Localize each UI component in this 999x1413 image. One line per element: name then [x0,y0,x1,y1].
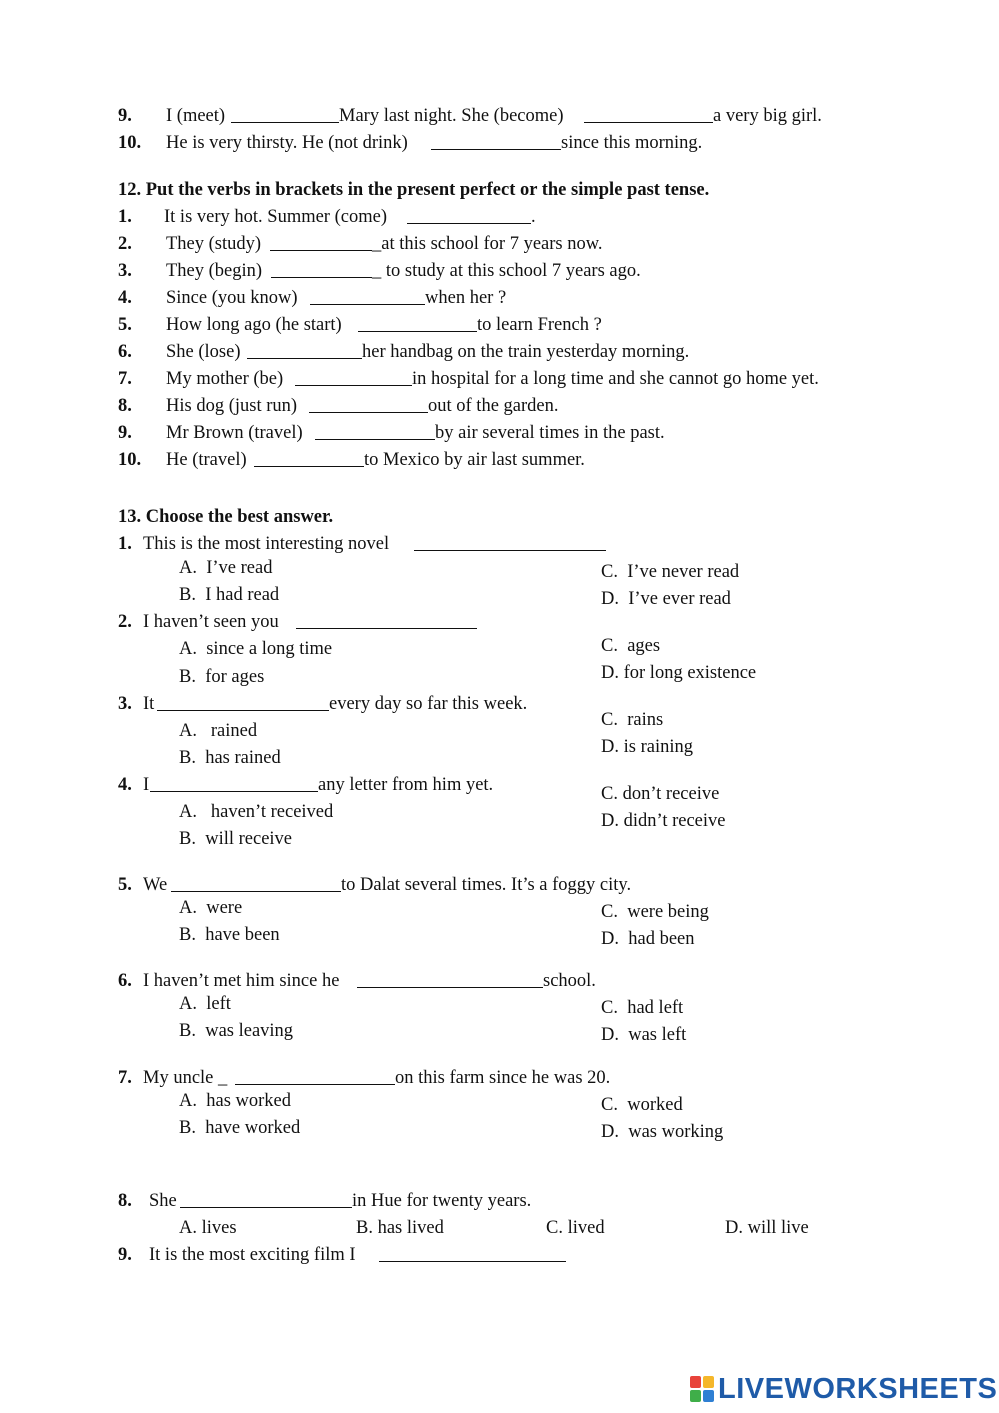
option-a[interactable]: A. has worked [179,1091,292,1111]
sentence-text: _ to study at this school 7 years ago. [372,261,641,281]
sentence-text: Since (you know) [166,288,298,308]
answer-blank[interactable] [295,368,412,386]
question-text: any letter from him yet. [318,775,494,795]
option-b[interactable]: B. will receive [179,829,293,849]
option-c[interactable]: C. rains [601,710,664,730]
option-a[interactable]: A. were [179,898,243,918]
liveworksheets-logo-icon [690,1376,714,1402]
item-number: 6. [118,971,132,991]
question-text: My uncle _ [143,1068,228,1088]
option-c[interactable]: C. lived [546,1218,605,1238]
sentence-text: They (study) [166,234,262,254]
option-a[interactable]: A. haven’t received [179,802,334,822]
item-number: 9. [118,106,132,126]
sentence-text: I (meet) [166,106,226,126]
answer-blank[interactable] [407,206,531,224]
option-d[interactable]: D. was left [601,1025,687,1045]
item-number: 6. [118,342,132,362]
option-d[interactable]: D. for long existence [601,663,757,683]
answer-blank[interactable] [231,105,339,123]
question-text: She [149,1191,177,1211]
sentence-text: How long ago (he start) [166,315,342,335]
item-number: 5. [118,315,132,335]
answer-blank[interactable] [584,105,713,123]
option-c[interactable]: C. had left [601,998,684,1018]
sentence-text: . [531,207,536,227]
option-d[interactable]: D. I’ve ever read [601,589,731,609]
answer-blank[interactable] [309,395,428,413]
option-c[interactable]: C. don’t receive [601,784,720,804]
question-text: I haven’t met him since he [143,971,340,991]
option-b[interactable]: B. was leaving [179,1021,294,1041]
question-text: to Dalat several times. It’s a foggy city. [341,875,632,895]
option-d[interactable]: D. will live [725,1218,809,1238]
option-a[interactable]: A. I’ve read [179,558,273,578]
sentence-text: His dog (just run) [166,396,298,416]
sentence-text: since this morning. [561,133,703,153]
option-d[interactable]: D. didn’t receive [601,811,726,831]
question-text: I [143,775,150,795]
answer-blank[interactable] [315,422,435,440]
answer-blank[interactable] [271,260,372,278]
option-d[interactable]: D. was working [601,1122,724,1142]
item-number: 5. [118,875,132,895]
sentence-text: by air several times in the past. [435,423,665,443]
sentence-text: He is very thirsty. He (not drink) [166,133,408,153]
option-c[interactable]: C. ages [601,636,661,656]
question-text: in Hue for twenty years. [352,1191,532,1211]
sentence-text: when her ? [425,288,507,308]
liveworksheets-logo[interactable] [690,1372,997,1406]
answer-blank[interactable] [357,970,543,988]
item-number: 7. [118,1068,132,1088]
item-number: 10. [118,133,142,153]
option-c[interactable]: C. I’ve never read [601,562,740,582]
option-b[interactable]: B. for ages [179,667,265,687]
option-a[interactable]: A. left [179,994,231,1014]
answer-blank[interactable] [431,132,561,150]
question-text: every day so far this week. [329,694,528,714]
item-number: 2. [118,234,132,254]
item-number: 8. [118,396,132,416]
option-a[interactable]: A. lives [179,1218,237,1238]
question-text: It [143,694,155,714]
sentence-text: out of the garden. [428,396,559,416]
option-c[interactable]: C. were being [601,902,709,922]
option-d[interactable]: D. is raining [601,737,693,757]
option-a[interactable]: A. since a long time [179,639,333,659]
answer-blank[interactable] [150,774,318,792]
sentence-text: It is very hot. Summer (come) [164,207,387,227]
sentence-text: a very big girl. [713,106,822,126]
answer-blank[interactable] [157,693,329,711]
sentence-text: Mr Brown (travel) [166,423,303,443]
item-number: 4. [118,775,132,795]
answer-blank[interactable] [310,287,425,305]
sentence-text: _at this school for 7 years now. [372,234,603,254]
logo-text: LIVEWORKSHEETS [718,1373,998,1405]
item-number: 7. [118,369,132,389]
sentence-text: They (begin) [166,261,263,281]
item-number: 9. [118,423,132,443]
item-number: 1. [118,534,132,554]
question-text: It is the most exciting film I [149,1245,356,1265]
answer-blank[interactable] [235,1067,395,1085]
item-number: 10. [118,450,142,470]
sentence-text: He (travel) [166,450,247,470]
answer-blank[interactable] [379,1244,566,1262]
item-number: 9. [118,1245,132,1265]
question-text: school. [543,971,596,991]
item-number: 1. [118,207,132,227]
answer-blank[interactable] [414,533,606,551]
item-number: 2. [118,612,132,632]
option-b[interactable]: B. has lived [356,1218,444,1238]
question-text: I haven’t seen you [143,612,279,632]
option-c[interactable]: C. worked [601,1095,683,1115]
option-d[interactable]: D. had been [601,929,695,949]
answer-blank[interactable] [247,341,362,359]
sentence-text: to Mexico by air last summer. [364,450,585,470]
item-number: 4. [118,288,132,308]
sentence-text: to learn French ? [477,315,602,335]
question-text: on this farm since he was 20. [395,1068,611,1088]
item-number: 3. [118,261,132,281]
answer-blank[interactable] [296,611,477,629]
sentence-text: She (lose) [166,342,241,362]
question-text: We [143,875,168,895]
item-number: 3. [118,694,132,714]
section-12-title: 12. Put the verbs in brackets in the present perfect or the simple past tense. [118,180,710,200]
sentence-text: in hospital for a long time and she cannot go home yet. [412,369,819,389]
sentence-text: her handbag on the train yesterday morning. [362,342,690,362]
answer-blank[interactable] [254,449,364,467]
option-b[interactable]: B. has rained [179,748,281,768]
option-a[interactable]: A. rained [179,721,258,741]
answer-blank[interactable] [358,314,477,332]
item-number: 8. [118,1191,132,1211]
sentence-text: Mary last night. She (become) [339,106,564,126]
sentence-text: My mother (be) [166,369,284,389]
option-b[interactable]: B. have worked [179,1118,301,1138]
answer-blank[interactable] [180,1190,352,1208]
section-13-title: 13. Choose the best answer. [118,507,334,527]
question-text: This is the most interesting novel [143,534,390,554]
answer-blank[interactable] [270,233,372,251]
option-b[interactable]: B. have been [179,925,280,945]
answer-blank[interactable] [171,874,341,892]
option-b[interactable]: B. I had read [179,585,280,605]
